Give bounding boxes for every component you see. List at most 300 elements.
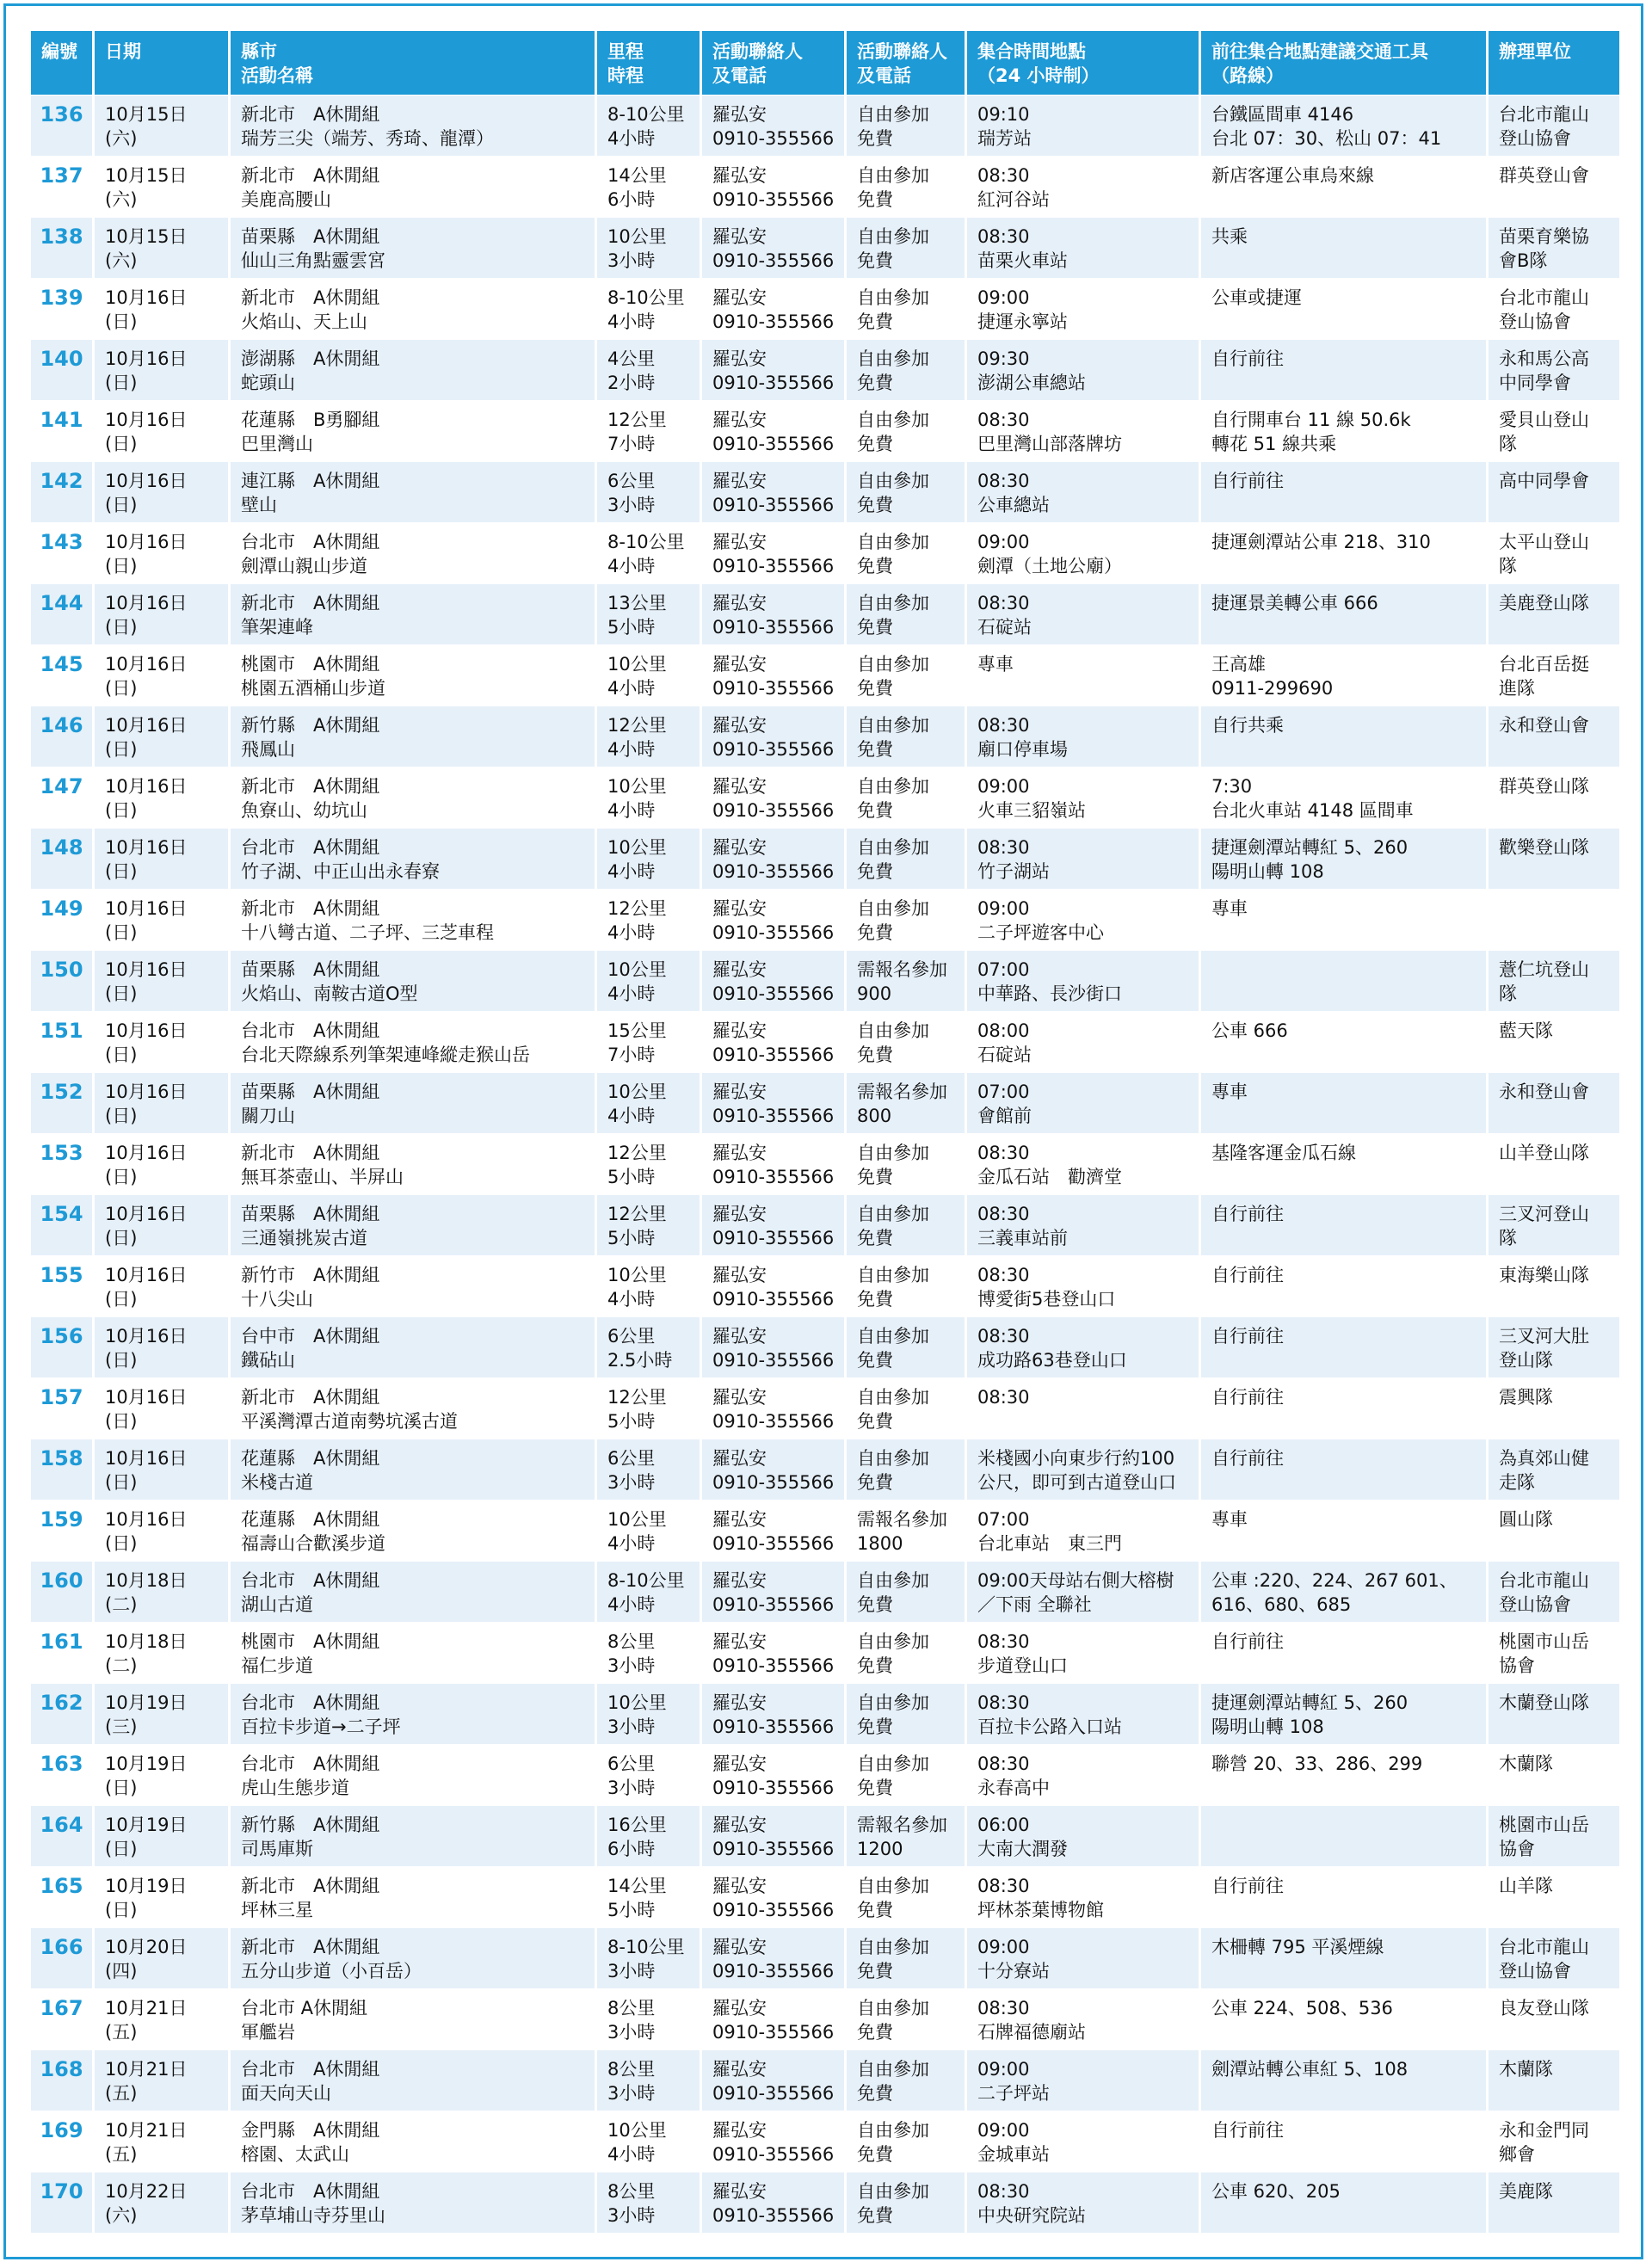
cell-meet: 08:30 [967, 1377, 1201, 1439]
table-row [31, 1988, 1619, 2049]
cell-transport: 自行前往 [1201, 1377, 1489, 1439]
cell-id: 160 [31, 1561, 95, 1622]
cell-org: 為真郊山健 走隊 [1489, 1439, 1619, 1500]
cell-id: 148 [31, 828, 95, 889]
cell-meet: 08:30 紅河谷站 [967, 156, 1201, 217]
cell-contact: 羅弘安 0910-355566 [702, 400, 847, 461]
cell-fee: 自由參加 免費 [847, 889, 967, 950]
table-header-row [31, 31, 1619, 95]
table-row [31, 1744, 1619, 1805]
cell-meet: 09:00 劍潭（土地公廟） [967, 522, 1201, 583]
cell-distance: 12公里 4小時 [597, 889, 702, 950]
cell-org: 群英登山隊 [1489, 767, 1619, 828]
cell-name: 花蓮縣 A休閒組 福壽山合歡溪步道 [231, 1500, 597, 1561]
cell-contact: 羅弘安 0910-355566 [702, 1683, 847, 1744]
header-date: 日期 [95, 31, 231, 95]
table-row [31, 583, 1619, 644]
table-row [31, 1133, 1619, 1194]
cell-contact: 羅弘安 0910-355566 [702, 1500, 847, 1561]
cell-fee: 自由參加 免費 [847, 1011, 967, 1072]
cell-fee: 自由參加 免費 [847, 1439, 967, 1500]
cell-fee: 自由參加 免費 [847, 2111, 967, 2172]
cell-date: 10月15日 (六) [95, 217, 231, 278]
cell-contact: 羅弘安 0910-355566 [702, 950, 847, 1011]
cell-id: 136 [31, 95, 95, 156]
cell-fee: 自由參加 免費 [847, 522, 967, 583]
cell-transport: 捷運劍潭站轉紅 5、260 陽明山轉 108 [1201, 828, 1489, 889]
cell-date: 10月21日 (五) [95, 1988, 231, 2049]
cell-distance: 12公里 5小時 [597, 1133, 702, 1194]
table-row [31, 2049, 1619, 2111]
cell-contact: 羅弘安 0910-355566 [702, 1377, 847, 1439]
cell-distance: 10公里 4小時 [597, 828, 702, 889]
cell-id: 151 [31, 1011, 95, 1072]
cell-org: 高中同學會 [1489, 461, 1619, 522]
cell-date: 10月15日 (六) [95, 95, 231, 156]
cell-distance: 10公里 4小時 [597, 1255, 702, 1316]
table-row [31, 400, 1619, 461]
cell-meet: 09:00 捷運永寧站 [967, 278, 1201, 339]
table-row [31, 889, 1619, 950]
cell-distance: 8公里 3小時 [597, 1622, 702, 1683]
cell-name: 台北市 A休閒組 台北天際線系列筆架連峰縱走猴山岳 [231, 1011, 597, 1072]
cell-id: 159 [31, 1500, 95, 1561]
table-row [31, 522, 1619, 583]
cell-date: 10月16日 (日) [95, 1011, 231, 1072]
cell-transport: 自行開車台 11 線 50.6k 轉花 51 線共乘 [1201, 400, 1489, 461]
cell-meet: 09:00 火車三貂嶺站 [967, 767, 1201, 828]
cell-fee: 自由參加 免費 [847, 339, 967, 400]
cell-meet: 08:30 公車總站 [967, 461, 1201, 522]
cell-contact: 羅弘安 0910-355566 [702, 1561, 847, 1622]
cell-org: 山羊登山隊 [1489, 1133, 1619, 1194]
cell-date: 10月18日 (二) [95, 1561, 231, 1622]
table-row [31, 2111, 1619, 2172]
cell-contact: 羅弘安 0910-355566 [702, 706, 847, 767]
cell-transport: 自行前往 [1201, 339, 1489, 400]
cell-distance: 15公里 7小時 [597, 1011, 702, 1072]
cell-id: 155 [31, 1255, 95, 1316]
cell-distance: 12公里 5小時 [597, 1377, 702, 1439]
cell-id: 165 [31, 1866, 95, 1927]
cell-distance: 8-10公里 4小時 [597, 522, 702, 583]
cell-distance: 8公里 3小時 [597, 1988, 702, 2049]
cell-date: 10月15日 (六) [95, 156, 231, 217]
cell-distance: 14公里 5小時 [597, 1866, 702, 1927]
cell-id: 156 [31, 1316, 95, 1377]
cell-id: 170 [31, 2172, 95, 2233]
cell-transport: 自行前往 [1201, 1316, 1489, 1377]
table-row [31, 828, 1619, 889]
cell-date: 10月16日 (日) [95, 461, 231, 522]
table-row [31, 156, 1619, 217]
cell-contact: 羅弘安 0910-355566 [702, 1011, 847, 1072]
cell-date: 10月16日 (日) [95, 1194, 231, 1255]
cell-meet: 08:30 步道登山口 [967, 1622, 1201, 1683]
cell-meet: 07:00 台北車站 東三門 [967, 1500, 1201, 1561]
cell-distance: 10公里 4小時 [597, 644, 702, 706]
cell-meet: 09:00 十分寮站 [967, 1927, 1201, 1988]
cell-id: 157 [31, 1377, 95, 1439]
table-row [31, 1072, 1619, 1133]
cell-date: 10月16日 (日) [95, 400, 231, 461]
cell-fee: 自由參加 免費 [847, 1194, 967, 1255]
cell-date: 10月19日 (日) [95, 1866, 231, 1927]
cell-contact: 羅弘安 0910-355566 [702, 2172, 847, 2233]
cell-meet: 08:30 石牌福德廟站 [967, 1988, 1201, 2049]
cell-name: 苗栗縣 A休閒組 關刀山 [231, 1072, 597, 1133]
cell-org: 東海樂山隊 [1489, 1255, 1619, 1316]
cell-transport: 台鐵區間車 4146 台北 07：30、松山 07：41 [1201, 95, 1489, 156]
cell-org: 台北市龍山 登山協會 [1489, 1561, 1619, 1622]
cell-distance: 10公里 4小時 [597, 767, 702, 828]
cell-distance: 4公里 2小時 [597, 339, 702, 400]
cell-org: 山羊隊 [1489, 1866, 1619, 1927]
cell-fee: 需報名參加 1200 [847, 1805, 967, 1866]
cell-distance: 14公里 6小時 [597, 156, 702, 217]
table-row [31, 461, 1619, 522]
cell-org: 台北百岳挺 進隊 [1489, 644, 1619, 706]
table-row [31, 1194, 1619, 1255]
cell-org: 台北市龍山 登山協會 [1489, 95, 1619, 156]
cell-distance: 6公里 3小時 [597, 1439, 702, 1500]
cell-distance: 10公里 4小時 [597, 1500, 702, 1561]
cell-name: 新北市 A休閒組 五分山步道（小百岳） [231, 1927, 597, 1988]
cell-date: 10月20日 (四) [95, 1927, 231, 1988]
cell-id: 147 [31, 767, 95, 828]
table-row [31, 1805, 1619, 1866]
cell-date: 10月16日 (日) [95, 706, 231, 767]
cell-date: 10月16日 (日) [95, 583, 231, 644]
cell-transport: 公車 224、508、536 [1201, 1988, 1489, 2049]
cell-distance: 10公里 4小時 [597, 950, 702, 1011]
cell-contact: 羅弘安 0910-355566 [702, 644, 847, 706]
cell-name: 新北市 A休閒組 平溪灣潭古道南勢坑溪古道 [231, 1377, 597, 1439]
cell-org: 三叉河登山 隊 [1489, 1194, 1619, 1255]
cell-fee: 需報名參加 1800 [847, 1500, 967, 1561]
cell-transport: 劍潭站轉公車紅 5、108 [1201, 2049, 1489, 2111]
cell-id: 166 [31, 1927, 95, 1988]
cell-fee: 自由參加 免費 [847, 278, 967, 339]
cell-transport: 捷運景美轉公車 666 [1201, 583, 1489, 644]
table-row [31, 950, 1619, 1011]
cell-contact: 羅弘安 0910-355566 [702, 278, 847, 339]
cell-fee: 自由參加 免費 [847, 583, 967, 644]
cell-meet: 08:30 竹子湖站 [967, 828, 1201, 889]
table-row [31, 1622, 1619, 1683]
cell-transport: 專車 [1201, 1072, 1489, 1133]
cell-name: 新北市 A休閒組 魚寮山、幼坑山 [231, 767, 597, 828]
cell-transport: 公車或捷運 [1201, 278, 1489, 339]
header-meet: 集合時間地點 （24 小時制） [967, 31, 1201, 95]
cell-fee: 自由參加 免費 [847, 400, 967, 461]
cell-fee: 自由參加 免費 [847, 2172, 967, 2233]
cell-id: 164 [31, 1805, 95, 1866]
cell-distance: 8公里 3小時 [597, 2049, 702, 2111]
cell-contact: 羅弘安 0910-355566 [702, 461, 847, 522]
table-row [31, 217, 1619, 278]
header-name: 縣市 活動名稱 [231, 31, 597, 95]
cell-name: 台北市 A休閒組 湖山古道 [231, 1561, 597, 1622]
header-contact: 活動聯絡人 及電話 [702, 31, 847, 95]
cell-date: 10月19日 (日) [95, 1744, 231, 1805]
table-row [31, 644, 1619, 706]
cell-name: 苗栗縣 A休閒組 火焰山、南鞍古道O型 [231, 950, 597, 1011]
cell-meet: 08:30 廟口停車場 [967, 706, 1201, 767]
cell-contact: 羅弘安 0910-355566 [702, 522, 847, 583]
cell-contact: 羅弘安 0910-355566 [702, 583, 847, 644]
cell-distance: 12公里 5小時 [597, 1194, 702, 1255]
cell-meet: 09:00 二子坪遊客中心 [967, 889, 1201, 950]
cell-org: 良友登山隊 [1489, 1988, 1619, 2049]
cell-org: 桃園市山岳 協會 [1489, 1622, 1619, 1683]
cell-meet: 08:30 博愛街5巷登山口 [967, 1255, 1201, 1316]
cell-fee: 自由參加 免費 [847, 1561, 967, 1622]
cell-fee: 自由參加 免費 [847, 156, 967, 217]
cell-contact: 羅弘安 0910-355566 [702, 1805, 847, 1866]
cell-name: 台北市 A休閒組 茅草埔山寺芬里山 [231, 2172, 597, 2233]
cell-transport: 捷運劍潭站公車 218、310 [1201, 522, 1489, 583]
cell-date: 10月16日 (日) [95, 1500, 231, 1561]
cell-meet: 09:00 二子坪站 [967, 2049, 1201, 2111]
cell-id: 145 [31, 644, 95, 706]
cell-org: 台北市龍山 登山協會 [1489, 1927, 1619, 1988]
table-row [31, 1561, 1619, 1622]
cell-transport: 自行前往 [1201, 1622, 1489, 1683]
cell-contact: 羅弘安 0910-355566 [702, 156, 847, 217]
cell-contact: 羅弘安 0910-355566 [702, 1255, 847, 1316]
cell-contact: 羅弘安 0910-355566 [702, 1866, 847, 1927]
cell-transport: 專車 [1201, 889, 1489, 950]
cell-distance: 10公里 3小時 [597, 1683, 702, 1744]
cell-org: 群英登山會 [1489, 156, 1619, 217]
cell-org: 木蘭隊 [1489, 2049, 1619, 2111]
cell-meet: 08:30 巴里灣山部落牌坊 [967, 400, 1201, 461]
table-row [31, 1683, 1619, 1744]
table-row [31, 1316, 1619, 1377]
cell-name: 連江縣 A休閒組 壁山 [231, 461, 597, 522]
cell-date: 10月16日 (日) [95, 644, 231, 706]
cell-org: 永和馬公高 中同學會 [1489, 339, 1619, 400]
cell-org: 永和登山會 [1489, 1072, 1619, 1133]
cell-org: 苗栗育樂協 會B隊 [1489, 217, 1619, 278]
cell-fee: 自由參加 免費 [847, 1133, 967, 1194]
cell-distance: 6公里 3小時 [597, 461, 702, 522]
cell-org: 木蘭登山隊 [1489, 1683, 1619, 1744]
cell-meet: 08:30 成功路63巷登山口 [967, 1316, 1201, 1377]
table-row [31, 706, 1619, 767]
cell-name: 新北市 A休閒組 十八彎古道、二子坪、三芝車程 [231, 889, 597, 950]
table-row [31, 339, 1619, 400]
cell-transport [1201, 1805, 1489, 1866]
cell-date: 10月16日 (日) [95, 1316, 231, 1377]
cell-org: 三叉河大肚 登山隊 [1489, 1316, 1619, 1377]
cell-id: 161 [31, 1622, 95, 1683]
cell-contact: 羅弘安 0910-355566 [702, 217, 847, 278]
table-row [31, 278, 1619, 339]
cell-org: 歡樂登山隊 [1489, 828, 1619, 889]
cell-meet: 09:10 瑞芳站 [967, 95, 1201, 156]
cell-meet: 06:00 大南大潤發 [967, 1805, 1201, 1866]
cell-id: 146 [31, 706, 95, 767]
cell-org: 薏仁坑登山 隊 [1489, 950, 1619, 1011]
cell-meet: 米棧國小向東步行約100 公尺，即可到古道登山口 [967, 1439, 1201, 1500]
cell-fee: 自由參加 免費 [847, 1683, 967, 1744]
cell-date: 10月19日 (日) [95, 1805, 231, 1866]
table-row [31, 1927, 1619, 1988]
cell-id: 142 [31, 461, 95, 522]
cell-contact: 羅弘安 0910-355566 [702, 1316, 847, 1377]
cell-name: 新北市 A休閒組 火焰山、天上山 [231, 278, 597, 339]
cell-date: 10月16日 (日) [95, 767, 231, 828]
cell-transport: 自行前往 [1201, 2111, 1489, 2172]
table-row [31, 1011, 1619, 1072]
cell-transport: 自行共乘 [1201, 706, 1489, 767]
cell-transport: 自行前往 [1201, 1255, 1489, 1316]
cell-contact: 羅弘安 0910-355566 [702, 767, 847, 828]
activity-schedule-table [31, 31, 1619, 2233]
cell-fee: 需報名參加 900 [847, 950, 967, 1011]
cell-fee: 自由參加 免費 [847, 767, 967, 828]
cell-fee: 自由參加 免費 [847, 828, 967, 889]
cell-id: 162 [31, 1683, 95, 1744]
cell-name: 台北市 A休閒組 百拉卡步道→二子坪 [231, 1683, 597, 1744]
cell-id: 143 [31, 522, 95, 583]
cell-name: 金門縣 A休閒組 榕園、太武山 [231, 2111, 597, 2172]
cell-id: 163 [31, 1744, 95, 1805]
cell-name: 澎湖縣 A休閒組 蛇頭山 [231, 339, 597, 400]
table-row [31, 1377, 1619, 1439]
cell-name: 台中市 A休閒組 鐵砧山 [231, 1316, 597, 1377]
table-row [31, 767, 1619, 828]
cell-name: 新北市 A休閒組 筆架連峰 [231, 583, 597, 644]
cell-name: 新竹縣 A休閒組 司馬庫斯 [231, 1805, 597, 1866]
cell-distance: 12公里 7小時 [597, 400, 702, 461]
cell-org: 美鹿登山隊 [1489, 583, 1619, 644]
cell-id: 144 [31, 583, 95, 644]
cell-distance: 8公里 3小時 [597, 2172, 702, 2233]
cell-date: 10月16日 (日) [95, 828, 231, 889]
header-id: 編號 [31, 31, 95, 95]
cell-meet: 08:30 坪林茶葉博物館 [967, 1866, 1201, 1927]
cell-name: 新北市 A休閒組 美鹿高腰山 [231, 156, 597, 217]
cell-transport: 公車 620、205 [1201, 2172, 1489, 2233]
cell-contact: 羅弘安 0910-355566 [702, 339, 847, 400]
cell-distance: 8-10公里 4小時 [597, 1561, 702, 1622]
cell-contact: 羅弘安 0910-355566 [702, 1439, 847, 1500]
cell-name: 桃園市 A休閒組 桃園五酒桶山步道 [231, 644, 597, 706]
cell-date: 10月21日 (五) [95, 2111, 231, 2172]
cell-date: 10月16日 (日) [95, 1377, 231, 1439]
cell-transport: 公車 666 [1201, 1011, 1489, 1072]
cell-name: 台北市 A休閒組 虎山生態步道 [231, 1744, 597, 1805]
cell-date: 10月16日 (日) [95, 339, 231, 400]
cell-transport: 自行前往 [1201, 1439, 1489, 1500]
cell-org: 太平山登山 隊 [1489, 522, 1619, 583]
cell-org: 美鹿隊 [1489, 2172, 1619, 2233]
cell-id: 167 [31, 1988, 95, 2049]
cell-fee: 自由參加 免費 [847, 706, 967, 767]
cell-id: 154 [31, 1194, 95, 1255]
cell-distance: 10公里 4小時 [597, 1072, 702, 1133]
cell-org: 震興隊 [1489, 1377, 1619, 1439]
cell-contact: 羅弘安 0910-355566 [702, 889, 847, 950]
cell-org: 木蘭隊 [1489, 1744, 1619, 1805]
cell-transport: 新店客運公車烏來線 [1201, 156, 1489, 217]
cell-id: 138 [31, 217, 95, 278]
cell-id: 150 [31, 950, 95, 1011]
cell-fee: 自由參加 免費 [847, 1622, 967, 1683]
cell-contact: 羅弘安 0910-355566 [702, 2111, 847, 2172]
cell-transport: 共乘 [1201, 217, 1489, 278]
cell-fee: 自由參加 免費 [847, 1866, 967, 1927]
cell-fee: 自由參加 免費 [847, 1988, 967, 2049]
cell-meet: 08:30 百拉卡公路入口站 [967, 1683, 1201, 1744]
cell-transport [1201, 950, 1489, 1011]
cell-meet: 08:30 苗栗火車站 [967, 217, 1201, 278]
cell-transport: 7:30 台北火車站 4148 區間車 [1201, 767, 1489, 828]
cell-fee: 需報名參加 800 [847, 1072, 967, 1133]
cell-name: 台北市 A休閒組 面天向天山 [231, 2049, 597, 2111]
cell-transport: 木柵轉 795 平溪煙線 [1201, 1927, 1489, 1988]
cell-contact: 羅弘安 0910-355566 [702, 1622, 847, 1683]
cell-meet: 09:00天母站右側大榕樹 ／下雨 全聯社 [967, 1561, 1201, 1622]
cell-date: 10月19日 (三) [95, 1683, 231, 1744]
cell-id: 169 [31, 2111, 95, 2172]
cell-distance: 8-10公里 4小時 [597, 95, 702, 156]
cell-org: 永和金門同 鄉會 [1489, 2111, 1619, 2172]
cell-fee: 自由參加 免費 [847, 1744, 967, 1805]
header-distance: 里程 時程 [597, 31, 702, 95]
cell-contact: 羅弘安 0910-355566 [702, 1133, 847, 1194]
cell-id: 153 [31, 1133, 95, 1194]
cell-org: 圓山隊 [1489, 1500, 1619, 1561]
cell-name: 苗栗縣 A休閒組 三通嶺挑炭古道 [231, 1194, 597, 1255]
cell-id: 168 [31, 2049, 95, 2111]
cell-meet: 07:00 會館前 [967, 1072, 1201, 1133]
cell-transport: 自行前往 [1201, 1194, 1489, 1255]
cell-org: 永和登山會 [1489, 706, 1619, 767]
cell-fee: 自由參加 免費 [847, 95, 967, 156]
cell-fee: 自由參加 免費 [847, 1255, 967, 1316]
cell-date: 10月18日 (二) [95, 1622, 231, 1683]
table-row [31, 95, 1619, 156]
cell-name: 台北市 A休閒組 軍艦岩 [231, 1988, 597, 2049]
table-row [31, 1500, 1619, 1561]
cell-name: 桃園市 A休閒組 福仁步道 [231, 1622, 597, 1683]
cell-org: 藍天隊 [1489, 1011, 1619, 1072]
cell-distance: 8-10公里 3小時 [597, 1927, 702, 1988]
cell-meet: 08:00 石碇站 [967, 1011, 1201, 1072]
cell-date: 10月16日 (日) [95, 889, 231, 950]
cell-transport: 自行前往 [1201, 461, 1489, 522]
cell-org: 愛貝山登山 隊 [1489, 400, 1619, 461]
cell-meet: 08:30 中央研究院站 [967, 2172, 1201, 2233]
cell-meet: 09:00 金城車站 [967, 2111, 1201, 2172]
cell-name: 苗栗縣 A休閒組 仙山三角點靈雲宮 [231, 217, 597, 278]
cell-fee: 自由參加 免費 [847, 1377, 967, 1439]
cell-date: 10月16日 (日) [95, 1072, 231, 1133]
cell-id: 141 [31, 400, 95, 461]
cell-distance: 10公里 3小時 [597, 217, 702, 278]
cell-fee: 自由參加 免費 [847, 644, 967, 706]
cell-transport: 王高雄 0911-299690 [1201, 644, 1489, 706]
table-body [31, 95, 1619, 2233]
cell-transport: 聯營 20、33、286、299 [1201, 1744, 1489, 1805]
cell-contact: 羅弘安 0910-355566 [702, 1072, 847, 1133]
table-row [31, 2172, 1619, 2233]
header-transport: 前往集合地點建議交通工具 （路線） [1201, 31, 1489, 95]
